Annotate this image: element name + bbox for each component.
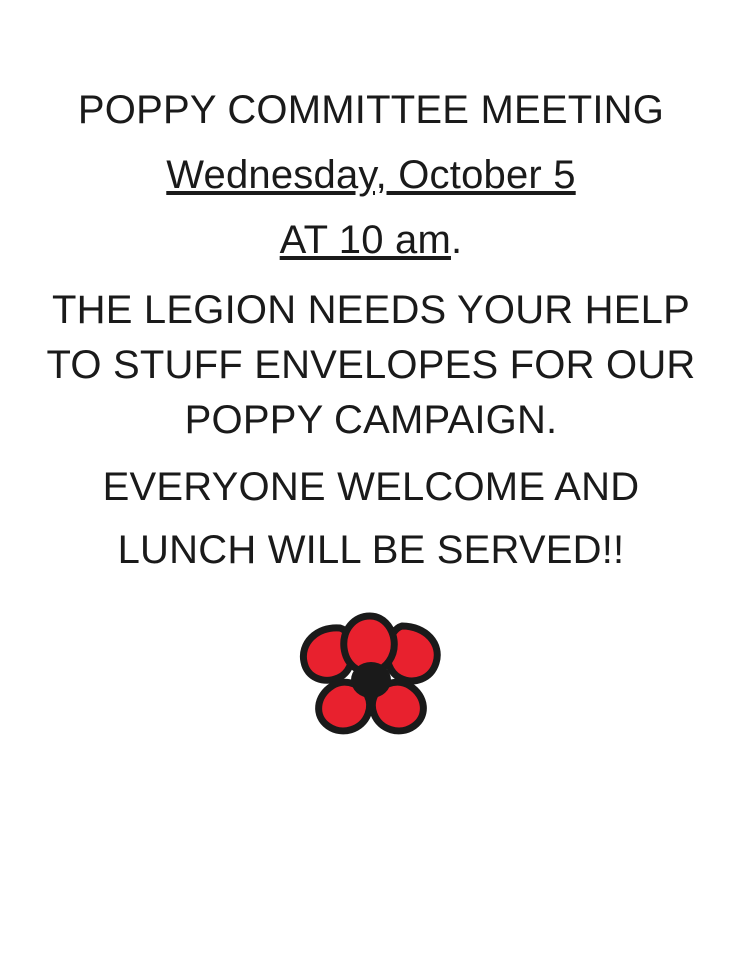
meeting-time-period: . [450, 217, 463, 262]
poppy-image-container [40, 600, 702, 750]
meeting-date-text: Wednesday, October 5 [166, 152, 576, 197]
meeting-date [40, 151, 702, 200]
closing-line-2: LUNCH WILL BE SERVED!! [117, 527, 625, 572]
closing-line-1: EVERYONE WELCOME AND [102, 464, 640, 509]
meeting-time [40, 216, 702, 265]
body-line-2: TO STUFF ENVELOPES FOR OUR [46, 343, 696, 388]
body-line-1: THE LEGION NEEDS YOUR HELP [52, 288, 690, 333]
body-line-3: POPPY CAMPAIGN. [184, 397, 558, 442]
page-title: POPPY COMMITTEE MEETING [77, 88, 665, 132]
poppy-center [351, 662, 391, 698]
meeting-time-text: AT 10 am [279, 217, 451, 262]
poppy-icon [286, 600, 456, 750]
